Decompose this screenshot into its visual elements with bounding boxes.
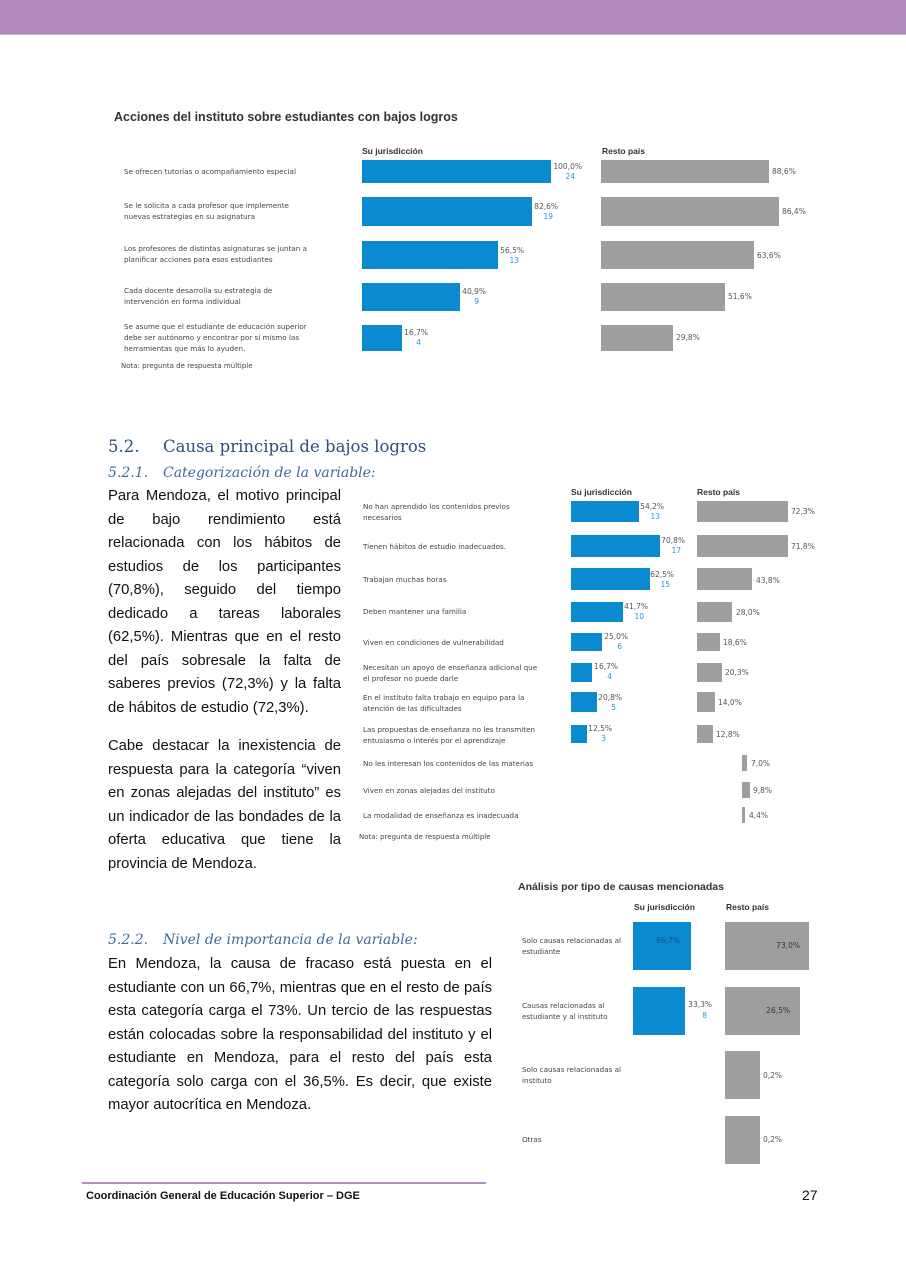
column-header-jurisdiccion: Su jurisdicción xyxy=(634,902,695,912)
row-label: La modalidad de enseñanza es inadecuada xyxy=(363,811,519,820)
value-label: 82,6% xyxy=(534,202,558,211)
count-label: 17 xyxy=(671,546,681,555)
value-label: 70,8% xyxy=(661,536,685,545)
value-label: 100,0% xyxy=(553,162,582,171)
value-label: 66,7% xyxy=(656,936,680,945)
value-label: 41,7% xyxy=(624,602,648,611)
value-label: 88,6% xyxy=(772,167,796,176)
row-label: Causas relacionadas al estudiante y al instituto xyxy=(522,1001,608,1021)
chart-note: Nota: pregunta de respuesta múltiple xyxy=(359,833,491,841)
column-header-resto-pais: Resto país xyxy=(697,487,740,497)
row-label: Se asume que el estudiante de educación superior debe ser autónomo y encontrar por sí mismo las herramientas que más lo ayuden. xyxy=(124,322,307,353)
count-label: 8 xyxy=(702,1011,707,1020)
row-label: Viven en condiciones de vulnerabilidad xyxy=(363,638,504,647)
value-label: 18,6% xyxy=(723,638,747,647)
value-label: 71,8% xyxy=(791,542,815,551)
value-label: 72,3% xyxy=(791,507,815,516)
subsection-number: 5.2.2. xyxy=(108,932,149,948)
paragraph: Cabe destacar la inexistencia de respuesta para la categoría “viven en zonas alejadas del instituto” es un indicador de las bondades de la oferta educativa que tiene la provincia de Mendoza. xyxy=(108,738,341,872)
bar-jurisdiccion xyxy=(633,987,685,1035)
subsection-heading xyxy=(108,932,418,948)
row-label: Solo causas relacionadas al instituto xyxy=(522,1065,622,1085)
subsection-number: 5.2.1. xyxy=(108,465,149,481)
value-label: 33,3% xyxy=(688,1000,712,1009)
column-header-resto-pais: Resto pais xyxy=(602,146,645,156)
value-label: 28,0% xyxy=(736,608,760,617)
row-label: No han aprendido los contenidos previos necesarios xyxy=(363,502,510,522)
value-label: 73,0% xyxy=(776,941,800,950)
count-label: 3 xyxy=(601,734,606,743)
row-label: Cada docente desarrolla su estrategia de intervención en forma individual xyxy=(124,286,273,306)
page-number: 27 xyxy=(802,1187,818,1203)
row-label: Las propuestas de enseñanza no les transmiten entusiasmo o interés por el aprendizaje xyxy=(363,725,536,745)
footer-text: Coordinación General de Educación Superior – DGE xyxy=(86,1190,360,1202)
row-label: No les interesan los contenidos de las materias xyxy=(363,759,534,768)
value-label: 0,2% xyxy=(763,1071,783,1080)
value-label: 12,5% xyxy=(588,724,612,733)
value-label: 4,4% xyxy=(749,811,769,820)
value-label: 26,5% xyxy=(766,1006,790,1015)
row-label: Deben mantener una familia xyxy=(363,607,467,616)
count-label: 15 xyxy=(660,580,670,589)
value-label: 20,8% xyxy=(598,693,622,702)
bar-resto-pais xyxy=(725,1116,760,1164)
count-label: 9 xyxy=(474,297,479,306)
bar-resto-pais xyxy=(725,1051,760,1099)
row-label: Necesitan un apoyo de enseñanza adicional que el profesor no puede darle xyxy=(363,663,538,683)
count-label: 5 xyxy=(611,703,616,712)
row-label: En el instituto falta trabajo en equipo para la atención de las dificultades xyxy=(363,693,525,713)
bar-jurisdiccion xyxy=(633,922,691,970)
value-label: 7,0% xyxy=(751,759,771,768)
chart-note: Nota: pregunta de respuesta múltiple xyxy=(121,362,253,370)
count-label: 4 xyxy=(607,672,612,681)
count-label: 4 xyxy=(416,338,421,347)
paragraph: Para Mendoza, el motivo principal de bajo rendimiento está relacionada con los hábitos de estudios de los participantes (70,8%), seguido del tiempo dedicado a tareas laborales (62,5%). Mientras que en el resto del país sobresale la falta de saberes previos (72,3%) y la falta de hábitos de estudio (72,3%). xyxy=(108,488,341,716)
row-label: Tienen hábitos de estudio inadecuados. xyxy=(363,542,507,551)
value-label: 56,5% xyxy=(500,246,524,255)
paragraph: En Mendoza, la causa de fracaso está puesta en el estudiante con un 66,7%, mientras que en el resto de país esta categoría carga el 73%. Un tercio de las respuestas están colocadas sobre la responsabilidad del instituto y el estudiante en Mendoza, para el resto del país esta categoría solo carga con el 36,5%. Es decir, que existe mayor autocrítica en Mendoza. xyxy=(108,956,492,1113)
count-label: 13 xyxy=(509,256,519,265)
value-label: 63,6% xyxy=(757,251,781,260)
value-label: 0,2% xyxy=(763,1135,783,1144)
section-title: Causa principal de bajos logros xyxy=(163,437,427,456)
row-label: Solo causas relacionadas al estudiante xyxy=(522,936,622,956)
value-label: 12,8% xyxy=(716,730,740,739)
value-label: 16,7% xyxy=(594,662,618,671)
value-label: 14,0% xyxy=(718,698,742,707)
value-label: 54,2% xyxy=(640,502,664,511)
row-label: Otras xyxy=(522,1135,542,1144)
section-number: 5.2. xyxy=(108,437,140,456)
value-label: 40,9% xyxy=(462,287,486,296)
value-label: 9,8% xyxy=(753,786,773,795)
count-label: 13 xyxy=(650,512,660,521)
row-label: Viven en zonas alejadas del instituto xyxy=(363,786,495,795)
count-label: 24 xyxy=(565,172,575,181)
column-header-resto-pais: Resto país xyxy=(726,902,769,912)
value-label: 86,4% xyxy=(782,207,806,216)
value-label: 62,5% xyxy=(650,570,674,579)
value-label: 51,6% xyxy=(728,292,752,301)
subsection-title: Categorización de la variable: xyxy=(163,465,376,481)
column-header-jurisdiccion: Su jurisdicción xyxy=(571,487,632,497)
chart-title: Análisis por tipo de causas mencionadas xyxy=(518,881,724,893)
value-label: 29,8% xyxy=(676,333,700,342)
count-label: 6 xyxy=(617,642,622,651)
count-label: 10 xyxy=(634,612,644,621)
value-label: 20,3% xyxy=(725,668,749,677)
row-label: Trabajan muchas horas xyxy=(363,575,447,584)
column-header-jurisdiccion: Su jurisdicción xyxy=(362,146,423,156)
chart-title: Acciones del instituto sobre estudiantes con bajos logros xyxy=(114,110,458,124)
value-label: 16,7% xyxy=(404,328,428,337)
value-label: 43,8% xyxy=(756,576,780,585)
row-label: Se ofrecen tutorías o acompañamiento especial xyxy=(124,167,296,176)
row-label: Se le solicita a cada profesor que implemente nuevas estrategias en su asignatura xyxy=(124,201,289,221)
footer-divider xyxy=(82,1182,486,1184)
value-label: 25,0% xyxy=(604,632,628,641)
subsection-title: Nivel de importancia de la variable: xyxy=(163,932,418,948)
row-label: Los profesores de distintas asignaturas se juntan a planificar acciones para esos estudiantes xyxy=(124,244,308,264)
count-label: 19 xyxy=(543,212,553,221)
